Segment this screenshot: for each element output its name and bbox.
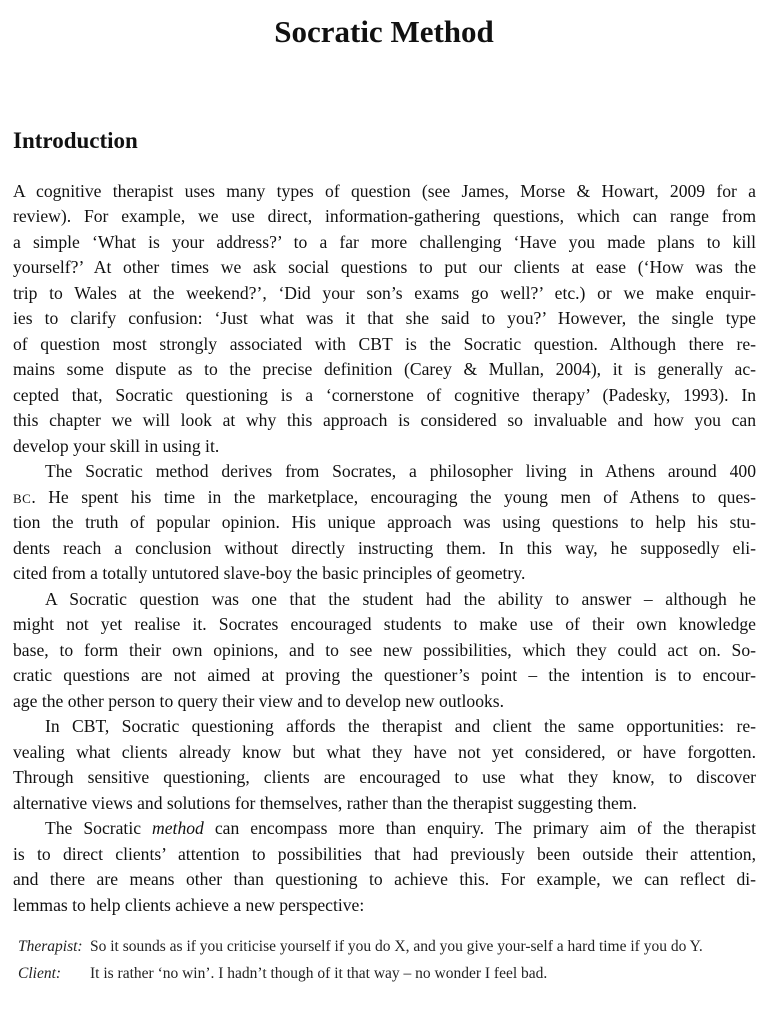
- body-line: mains some dispute as to the precise definition (Carey & Mullan, 2004), it is generally ac-: [13, 359, 756, 379]
- body-line: and there are means other than questioning to achieve this. For example, we can reflect di-: [13, 869, 756, 889]
- body-line: A Socratic question was one that the student had the ability to answer – although he: [45, 589, 756, 609]
- body-line: develop your skill in using it.: [13, 436, 220, 456]
- body-line: Through sensitive questioning, clients are encouraged to use what they know, to discover: [13, 767, 756, 787]
- body-line: In CBT, Socratic questioning affords the therapist and client the same opportunities: re-: [45, 716, 756, 736]
- dialogue-text: So it sounds as if you criticise yourself if you do X, and you give your-self a hard time if you do Y.: [90, 938, 703, 955]
- body-line: The Socratic method derives from Socrates, a philosopher living in Athens around 400: [45, 461, 756, 481]
- body-line: vealing what clients already know but what they have not yet considered, or have forgotten.: [13, 742, 756, 762]
- body-line: age the other person to query their view and to develop new outlooks.: [13, 691, 505, 711]
- body-line: alternative views and solutions for themselves, rather than the therapist suggesting them.: [13, 793, 637, 813]
- page-title: Socratic Method: [274, 14, 494, 49]
- body-line: tion the truth of popular opinion. His unique approach was using questions to help his stu-: [13, 512, 756, 532]
- body-line: yourself?’ At other times we ask social questions to put our clients at ease (‘How was the: [13, 257, 756, 277]
- small-caps-bc: BC: [13, 491, 32, 506]
- body-line: A cognitive therapist uses many types of question (see James, Morse & Howart, 2009 for a: [13, 181, 756, 201]
- body-line: this chapter we will look at why this approach is considered so invaluable and how you can: [13, 410, 756, 430]
- body-line: BC. He spent his time in the marketplace, encouraging the young men of Athens to ques-: [13, 487, 756, 507]
- section-heading: Introduction: [13, 128, 138, 153]
- body-line: review). For example, we use direct, information-gathering questions, which can range from: [13, 206, 756, 226]
- body-line: might not yet realise it. Socrates encouraged students to make use of their own knowledge: [13, 614, 756, 634]
- body-line: base, to form their own opinions, and to see new possibilities, which they could act on. So-: [13, 640, 756, 660]
- body-line: of question most strongly associated with CBT is the Socratic question. Although there re-: [13, 334, 756, 354]
- speaker-label: Client:: [18, 965, 62, 982]
- body-line: cratic questions are not aimed at proving the questioner’s point – the intention is to encour-: [13, 665, 756, 685]
- body-line: cited from a totally untutored slave-boy the basic principles of geometry.: [13, 563, 526, 583]
- body-line: is to direct clients’ attention to possibilities that had previously been outside their attention,: [13, 844, 756, 864]
- body-line: lemmas to help clients achieve a new perspective:: [13, 895, 365, 915]
- emphasis-method: method: [152, 818, 204, 838]
- body-line: The Socratic method can encompass more than enquiry. The primary aim of the therapist: [45, 818, 756, 838]
- body-line: ies to clarify confusion: ‘Just what was it that she said to you?’ However, the single type: [13, 308, 756, 328]
- speaker-label: Therapist:: [18, 938, 83, 955]
- dialogue-line: [18, 936, 758, 958]
- body-line: trip to Wales at the weekend?’, ‘Did your son’s exams go well?’ etc.) or we make enquir-: [13, 283, 756, 303]
- body-line: a simple ‘What is your address?’ to a far more challenging ‘Have you made plans to kill: [13, 232, 756, 252]
- body-line: cepted that, Socratic questioning is a ‘cornerstone of cognitive therapy’ (Padesky, 1993). In: [13, 385, 756, 405]
- dialogue-line: [18, 963, 758, 985]
- body-line: dents reach a conclusion without directly instructing them. In this way, he supposedly eli-: [13, 538, 756, 558]
- dialogue-text: It is rather ‘no win’. I hadn’t though of it that way – no wonder I feel bad.: [90, 965, 548, 982]
